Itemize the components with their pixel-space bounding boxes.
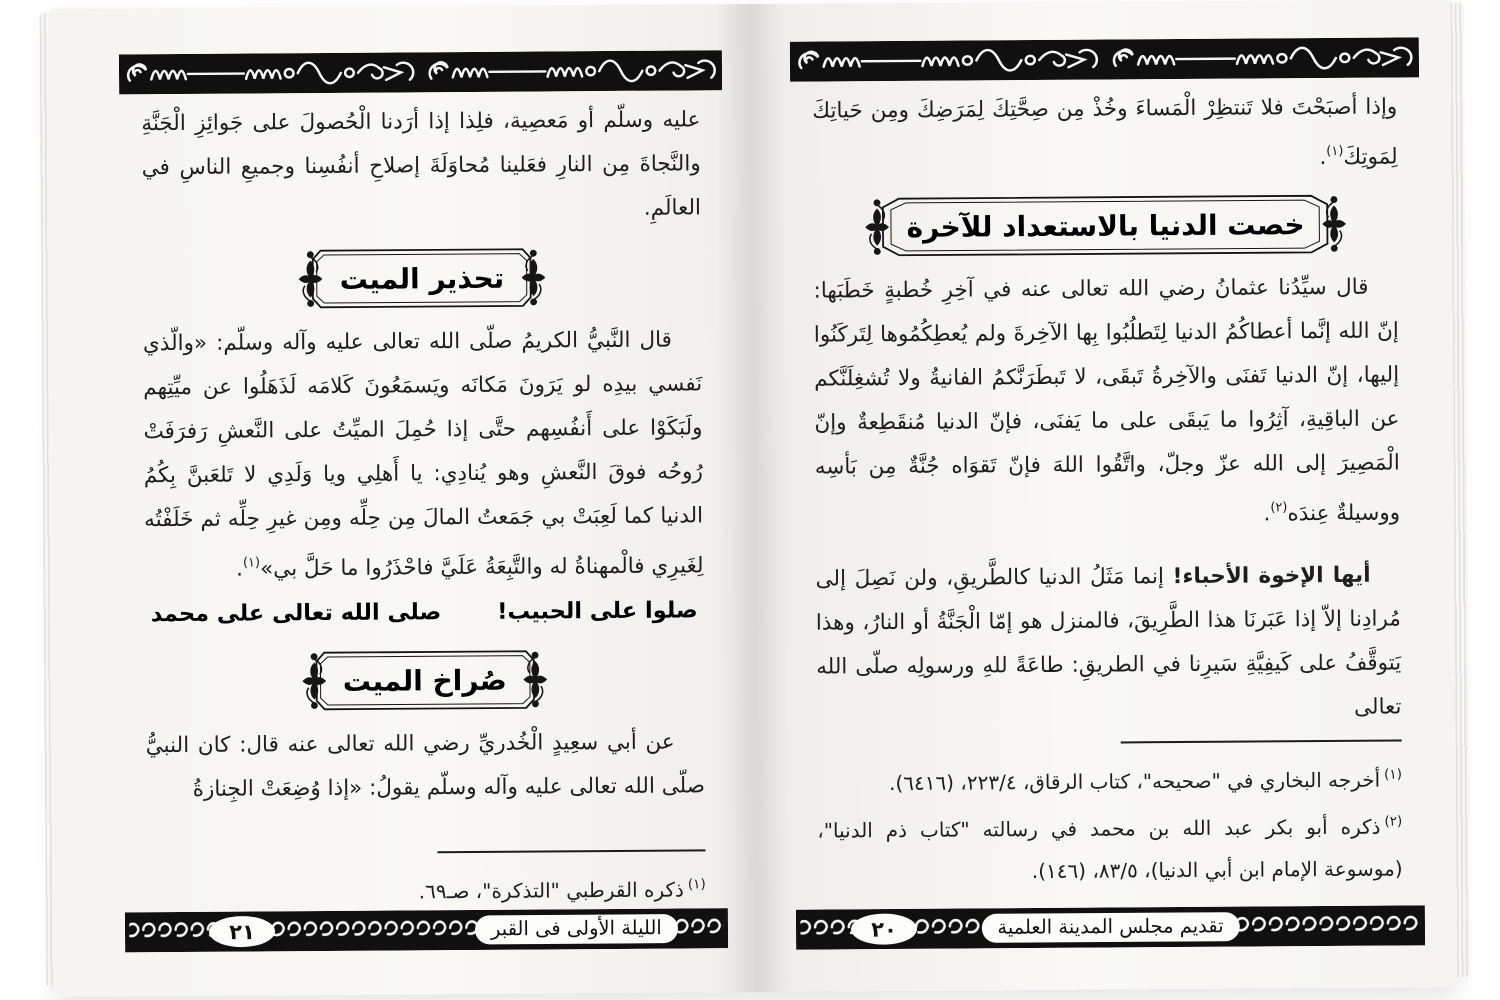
continuation-paragraph: عليه وسلّم أو مَعصِية، فلِذا إذا أرَدنا الْحُصولَ على جَوائِزِ الْجَنَّةِ والنَّجاةَ مِن النارِ فعَلينا مُحاوَلَةَ إصلاحِ أنفُسِنا وجميعِ الناسِ في العالَمِ.: [141, 107, 702, 221]
sentence-period: .: [1319, 144, 1327, 171]
open-book-spread: [49, 0, 1458, 997]
brothers-paragraph: [815, 553, 1401, 733]
fleur-ornament-icon: [299, 650, 329, 712]
fleur-ornament-icon: [1318, 193, 1348, 255]
fleur-ornament-icon: [862, 196, 892, 258]
continuation-text: وإذا أصبَحْتَ فلا تَنتظِرْ الْمَساءَ وخُذْ مِن صِحَّتِكَ لِمَرَضِكَ ومِن حَياتِكَ لِمَوتِكَ: [812, 94, 1398, 170]
section-header-warning: [142, 244, 701, 312]
top-ornament-band: [119, 50, 722, 94]
salawat-call: صلوا على الحبيب!: [497, 597, 698, 625]
footnote: [817, 753, 1402, 804]
page-number: ٢١: [209, 916, 275, 947]
swirl-band-icon: [790, 37, 1419, 81]
footnote-marker: (٢): [1384, 813, 1403, 830]
footnote-text: ذكره القرطبي "التذكرة"، صـ٦٩.: [418, 877, 684, 904]
section-header-scream: [145, 646, 704, 714]
right-page: [750, 0, 1458, 992]
footer-ornament-band: [796, 905, 1425, 949]
page-number: ٢٠: [851, 913, 917, 944]
uthman-paragraph: [813, 265, 1400, 539]
brothers-lead-bold: أيها الإخوة الأحباء!: [1172, 562, 1371, 590]
continuation-paragraph: [812, 85, 1398, 183]
fleur-ornament-icon: [521, 648, 551, 710]
sentence-period: .: [1263, 501, 1271, 527]
section-title-frame: [309, 246, 534, 312]
footnotes-area: [146, 849, 705, 914]
swirl-band-icon: [119, 50, 722, 94]
left-page: [49, 4, 757, 997]
footnote: [147, 863, 706, 914]
brothers-text: إنما مَثَلُ الدنيا كالطَّريقِ، ولن نَصِلَ إلى مُرادِنا إلاّ إذا عَبَرنَا هذا الطَّرِيقَ، فالمنزل هو إمّا الْجَنَّةُ أو النارُ، وهذا يَتوقَّفُ على كَيفِيَّةِ سَيرِنا في الطريقِ: طاعَةً للهِ ورسولِه صلّى الله تعالى: [815, 564, 1402, 720]
hadith-paragraph: [143, 318, 704, 592]
top-ornament-band: [790, 37, 1419, 81]
salawat-response: صلى الله تعالى على محمد: [150, 599, 442, 628]
footnote-ref-marker: (١): [242, 555, 261, 571]
section-title: صُراخ الميت: [342, 663, 507, 698]
footnote: [817, 800, 1403, 893]
uthman-text: قال سيِّدُنا عثمانُ رضي الله تعالى عنه في آخِرِ خُطبةٍ خَطَبَها: إنّ الله إنَّما أعطاكُمُ الدنيا لِتَطلُبُوا بِها الآخِرةَ ولم يُعطِكُمُوها لِتَركَنُوا إليها، إنّ الدنيا تَفنَى والآخِرةُ تَبقَى، لا تَبطَرَنَّكمُ الفانيةُ ولا تُشغِلَنَّكم عن الباقِيةِ، آثِرُوا ما يَبقَى على ما يَفنَى، فإنّ الدنيا مُنقَطِعةٌ وإنّ الْمَصِيرَ إلى الله عزّ وجلّ، واتَّقُوا اللهَ فإنّ تَقوَاه جُنَّةٌ مِن بَأسِه ووسيلةٌ عِندَه: [813, 274, 1401, 527]
sentence-period: .: [236, 556, 244, 582]
hadith-text: قال النَّبيُّ الكريمُ صلّى الله تعالى عليه وآله وسلّم: «والّذي نَفسي بيدِه لو يَرَونَ مَكانَه ويَسمَعُونَ كَلامَه لَذَهَلُوا عن ميِّتِهم ولَبَكَوْا على أَنفُسِهم حتَّى إذا حُمِلَ الميِّتُ على النَّعشِ رَفرَفَتْ رُوحُه فوقَ النَّعشِ وهو يُنادِي: يا أَهلِي ويا وَلَدِي لا تَلعَبنَّ بِكُمُ الدنيا كما لَعِبَتْ بي جَمَعتُ المالَ مِن حِلِّه ومِن غيرِ حِلِّه ثم خَلَفْتُه لِغَيرِي فالْمهناةُ له والتَّبِعَةُ عَلَيَّ فاحْذَرُوا ما حَلَّ بي»: [142, 327, 704, 582]
footnote-text: أخرجه البخاري في "صحيحه"، كتاب الرقاق، ٢٢٣/٤، (٦٤١٦).: [888, 767, 1381, 796]
section-title: تحذير الميت: [339, 261, 505, 296]
footnote-marker: (١): [687, 876, 706, 893]
section-title-frame: [876, 192, 1335, 259]
section-title-frame: [313, 648, 537, 714]
section-title: خصت الدنيا بالاستعداد للآخرة: [906, 207, 1305, 244]
book-title-label: الليلة الأولى فى القبر: [475, 914, 678, 944]
fleur-ornament-icon: [295, 248, 325, 310]
fleur-ornament-icon: [518, 246, 548, 308]
section-header-dunya: [813, 191, 1398, 259]
footnote-marker: (١): [1384, 766, 1403, 783]
footnotes-area: [817, 739, 1403, 893]
footnote-ref-marker: (٢): [1270, 500, 1288, 516]
khudri-paragraph: عن أبي سعِيدٍ الْخُدريِّ رضي الله تعالى عنه قال: كان النبيُّ صلّى الله تعالى عليه وآله وسلّم يقولُ: «إذا وُضِعَتْ الجِنازةُ: [145, 729, 706, 802]
footnote-ref-marker: (١): [1326, 143, 1344, 159]
footnote-text: ذكره أبو بكر عبد الله بن محمد في رسالته "كتاب ذم الدنيا"، (موسوعة الإمام ابن أبي الدنيا)، ٨٣/٥، (١٤٦).: [817, 814, 1403, 884]
publisher-label: تقديم مجلس المدينة العلمية: [981, 912, 1240, 943]
salawat-line: [145, 588, 704, 636]
footer-ornament-band: [125, 908, 728, 952]
